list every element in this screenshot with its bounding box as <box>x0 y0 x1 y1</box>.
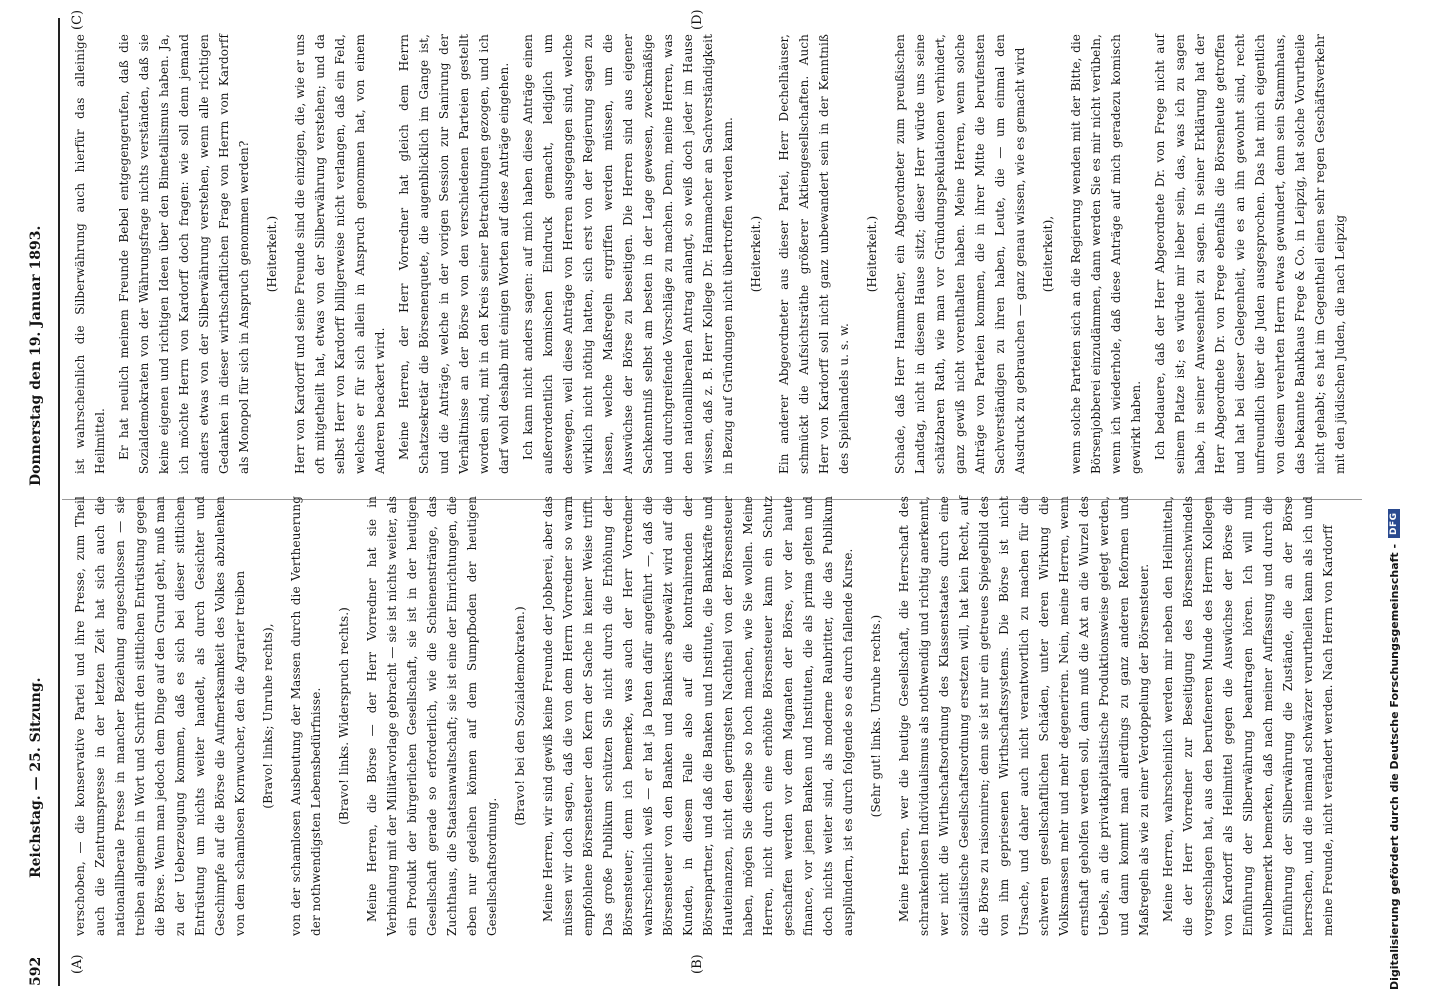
paragraph: von der schamlosen Ausbeutung der Massen durch die Vertheuerung der nothwendigsten Lebensbedürfnisse. <box>289 496 323 936</box>
header-session: Reichstag. — 25. Sitzung. <box>28 677 44 878</box>
speech-interjection: (Bravo! links. Widerspruch rechts.) <box>337 607 351 825</box>
speech-interjection: (Heiterkeit.) <box>749 215 763 293</box>
paragraph: Schade, daß Herr Hammacher, ein Abgeordneter zum preußischen Landtag, nicht in diesem Hause sitzt; dieser Herr würde uns seine schätzbaren Rath, wie man vor Gründungspekulationen verhindert, ganz gewiß nicht vorenthalten haben. Meine Herren, wenn solche Anträge von Parteien kommen, die in ihrer Mitte die berufensten Sachverständigen zu ihren haben, Leute, die — um einmal den Ausdruck zu gebrauchen — ganz genau wissen, wie es gemacht wird <box>893 34 1027 474</box>
speech-interjection: (Sehr gut! links. Unruhe rechts.) <box>869 614 883 818</box>
paragraph: verschoben, — die konservative Partei und ihre Presse, zum Theil auch die Zentrumspresse in der letzten Zeit hat sich auch die nationalliberale Presse in mancher Beziehung angeschlossen — sie treiben allgemein in Wort und Schrift den sittlichen Entrüstung gegen die Börse. Wenn man jedoch dem Dinge auf den Grund geht, muß man zu der Ueberzeugung kommen, daß es sich bei dieser sittlichen Entrüstung um nichts weiter handelt, als durch Gesichter und Geschimpfe auf die Börse die Aufmerksamkeit des Volkes abzulenken von dem schamlosen Kornwucher, den die Agrarier treiben <box>73 496 247 936</box>
page-header <box>28 18 56 986</box>
paragraph: wenn solche Parteien sich an die Regierung wenden mit der Bitte, die Börsenjobberei einzudämmen, dann werden Sie es mir nicht verübeln, wenn ich wiederhole, daß diese Anträge auf mich geradezu komisch gewirkt haben. <box>1069 34 1143 474</box>
paragraph: Herr von Kardorff und seine Freunde sind die einzigen, die, wie er uns oft mitgetheilt hat, etwas von der Silberwährung verstehen; und da selbst Herr von Kardorff billigerweise nicht verlangen, daß ein Feld, welches er für sich allein in Anspruch genommen hat, von einem Anderen beackert wird. <box>293 34 387 474</box>
margin-marker-d: (D) <box>690 9 705 30</box>
margin-marker-c: (C) <box>70 9 85 30</box>
margin-marker-b: (B) <box>690 954 705 974</box>
header-rule <box>58 18 60 986</box>
paragraph: Meine Herren, wer die heutige Gesellschaft, die Herrschaft des schrankenlosen Individualismus als nothwendig und richtig anerkennt, wer nicht die Wirthschaftsordnung des Klassenstaates durch eine sozialistische Gesellschaftsordnung ersetzen will, hat kein Recht, auf die Börse zu raisonniren; denn sie ist nur ein getreues Spiegelbild des von ihm gepriesenen Wirthschaftssystems. Die Börse ist nicht Ursache, und daher auch nicht verantwortlich zu machen für die schweren gesellschaftlichen Schäden, unter deren Wirkung die Volksmassen mehr und mehr degeneriren. Nein, meine Herren, wenn ernsthaft geholfen werden soll, dann muß die Axt an die Wurzel des Uebels, an die privatkapitalistische Produktionsweise gelegt werden, und dann kommt man allerdings zu ganz anderen Reformen und Maßregeln als wie zu einer Verdoppelung der Börsensteuer. <box>897 496 1151 936</box>
paragraph: ist wahrscheinlich die Silberwährung auch hierfür das alleinige Heilmittel. <box>73 34 107 474</box>
paragraph: Ich bedauere, daß der Herr Abgeordnete Dr. von Frege nicht auf seinem Platze ist; es würde mir lieber sein, das, was ich zu sagen habe, in seiner Anwesenheit zu sagen. In seiner Erklärung hat der Herr Abgeordnete Dr. von Frege ebenfalls die Börsenleute getroffen und hat bei dieser Gelegenheit, wie es an ihn gewohnt sind, recht unfreundlich über die Juden ausgesprochen. Das hat mich eigentlich von diesem verehrten Herrn etwas gewundert, denn sein Stammhaus, das bekannte Bankhaus Frege & Co. in Leipzig, hat solche Vorurtheile nicht gehabt; es hat im Gegentheil einen sehr regen Geschäftsverkehr mit den jüdischen Juden, die nach Leipzig <box>1153 34 1347 474</box>
right-text-column <box>70 34 1354 474</box>
paragraph: Ich kann nicht anders sagen: auf mich haben diese Anträge einen außerordentlich komischen Eindruck gemacht, lediglich um deswegen, weil diese Anträge von Herren ausgegangen sind, welche wirklich nicht nöthig hatten, sich erst von der Regierung sagen zu lassen, welche Maßregeln ergriffen werden müssen, um die Auswüchse der Börse zu beseitigen. Die Herren sind aus eigener Sachkenntniß selbst am besten in der Lage gewesen, zweckmäßige und durchgreifende Vorschläge zu machen. Denn, meine Herren, was den nationalliberalen Antrag anlangt, so weiß doch jeder im Hause wissen, daß z. B. Herr Kollege Dr. Hammacher an Sachverständigkeit in Bezug auf Gründungen nicht übertroffen werden kann. <box>521 34 735 474</box>
digitization-credit <box>1380 0 1432 1000</box>
speech-interjection: (Bravo! bei den Sozialdemokraten.) <box>513 606 527 826</box>
speech-interjection: (Heiterkeit.) <box>865 215 879 293</box>
credit-text: Digitalisierung gefördert durch die Deutsche Forschungsgemeinschaft - <box>1387 543 1401 990</box>
paragraph: Er hat neulich meinem Freunde Bebel entgegengerufen, daß die Sozialdemokraten von der Währungsfrage nichts verständen, daß sie keine eigenen und richtigen Ideen über den Bimetallismus haben. Ja, ich möchte Herrn von Kardorff doch fragen: wie soll denn jemand anders etwas von der Silberwährung verstehen, wenn alle richtigen Gedanken in dieser wirthschaftlichen Frage von Herrn von Kardorff als Monopol für sich in Anspruch genommen werden? <box>117 34 251 474</box>
dfg-logo: DFG <box>1388 509 1400 538</box>
header-date: Donnerstag den 19. Januar 1893. <box>28 225 44 486</box>
speech-interjection: (Heiterkeit.) <box>265 215 279 293</box>
speech-interjection: (Heiterkeit), <box>1041 215 1055 293</box>
paragraph: Meine Herren, wahrscheinlich werden mir neben den Heilmitteln, die der Herr Vorredner zur Beseitigung des Börsenschwindels vorgeschlagen hat, aus den berufeneren Munde des Herrn Kollegen von Kardorff als Heilmittel gegen die Auswüchse der Börse die Einführung der Silberwährung beantragen hören. Ich will nun wohlbemerkt bemerken, daß nach meiner Auffassung und durch die Einführung der Silberwährung die Zustände, die an der Börse herrschen, und die niemand schwärzer verurtheilen kann als ich und meine Freunde, nicht verändert werden. Nach Herrn von Kardorff <box>1161 496 1335 936</box>
margin-marker-a: (A) <box>70 954 85 974</box>
page-number: 592 <box>28 956 44 986</box>
speech-interjection: (Bravo! links; Unruhe rechts), <box>261 623 275 809</box>
paragraph: Meine Herren, die Börse — der Herr Vorredner hat sie in Verbindung mit der Militärvorlage gebracht — sie ist nichts weiter, als ein Produkt der bürgerlichen Gesellschaft, sie ist in der heutigen Gesellschaft gerade so erforderlich, wie die Schienenstränge, das Zuchthaus, die Staatsanwaltschaft; sie ist eine der Einrichtungen, die eben nur gedeihen können auf dem Sumpfboden der heutigen Gesellschaftsordnung. <box>365 496 499 936</box>
paragraph: Meine Herren, der Herr Vorredner hat gleich dem Herrn Schatzsekretär die Börsenenquete, die augenblicklich im Gange ist, und die Anträge, welche in der vorigen Session zur Sanirung der Verhältnisse an der Börse von den verschiedenen Parteien gestellt worden sind, mit in den Kreis seiner Betrachtungen gezogen, und ich darf wohl deshalb mit einigen Worten auf diese Anträge eingehen. <box>397 34 511 474</box>
left-text-column <box>70 496 1342 936</box>
paragraph: Meine Herren, wir sind gewiß keine Freunde der Jobberei, aber das müssen wir doch sagen, daß die von dem Herrn Vorredner so warm empfohlene Börsensteuer den Kern der Sache in keiner Weise trifft. Das große Publikum schützen Sie nicht durch die Erhöhung der Börsensteuer; denn ich bemerke, was auch der Herr Vorredner wahrscheinlich weiß — er hat ja Daten dafür angeführt —, daß die Börsensteuer von den Banken und Bankiers abgewälzt wird auf die Kunden, in diesem Falle also auf die kontrahirenden der Börsenpartner, und daß die Banken und Institute, die Bankkräfte und Hauteinanzen, nicht den geringsten Nachtheil von der Börsensteuer haben, mögen Sie dieselbe so hoch machen, wie Sie wollen. Meine Herren, nicht durch eine erhöhte Börsensteuer kann ein Schutz geschaffen werden vor dem Magnaten der Börse, vor der haute finance, vor jenen Banken und Instituten, die als prima gelten und doch nichts weiter sind, als moderne Raubritter, die das Publikum ausplündern, ist es durch folgende so es durch fallende Kurse. <box>541 496 855 936</box>
paragraph: Ein anderer Abgeordneter aus dieser Partei, Herr Dechelhäuser, schmückt die Aufsichtsräthe größerer Aktiengesellschaften. Auch Herr von Kardorff soll nicht ganz unbewandert sein in der Kenntniß des Spielhandels u. s. w. <box>777 34 851 474</box>
